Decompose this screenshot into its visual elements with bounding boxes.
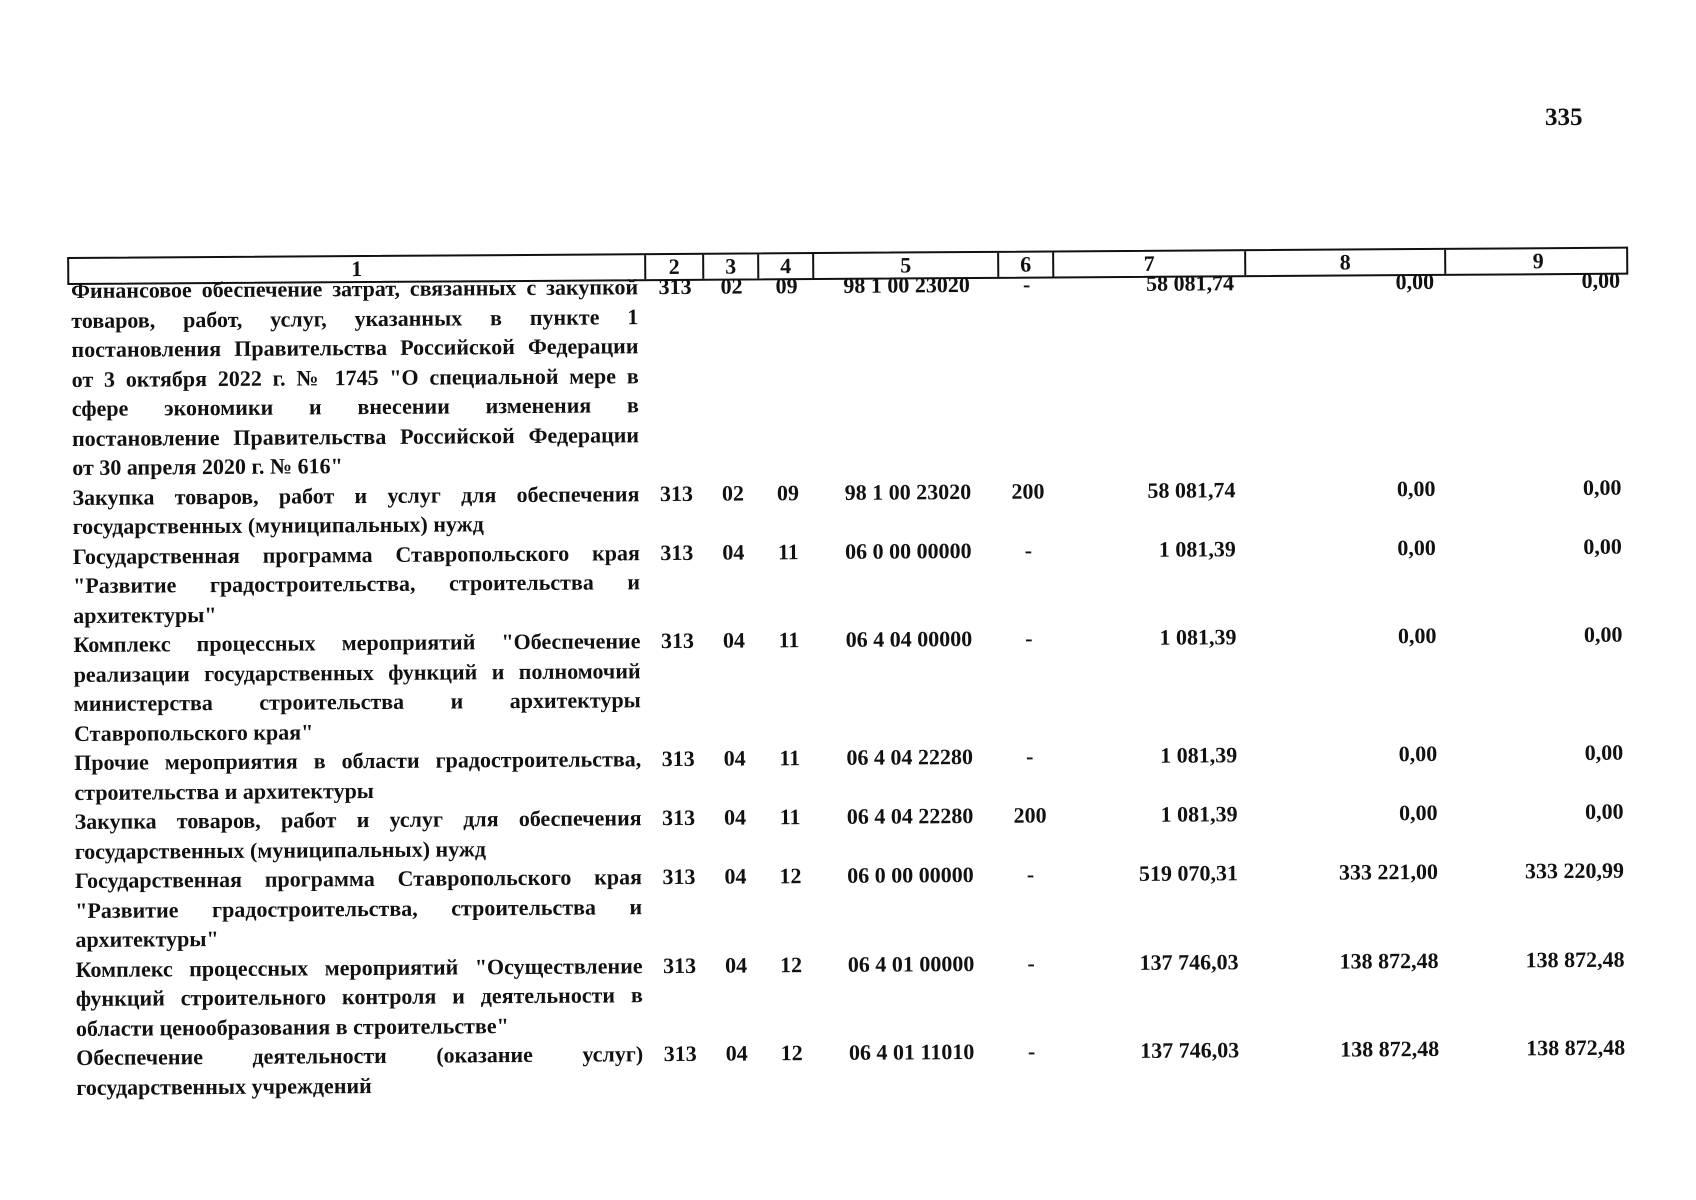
cell-col-3: 04 (722, 627, 746, 653)
cell-col-5: 06 4 04 00000 (845, 626, 973, 652)
cell-col-2: 313 (663, 1040, 697, 1067)
cell-col-8: 138 872,48 (1339, 947, 1439, 974)
row-name: Закупка товаров, работ и услуг для обеспечения государственных (муниципальных) нужд (72, 480, 640, 539)
row-name: Закупка товаров, работ и услуг для обеспечения государственных (муниципальных) нужд (74, 805, 642, 864)
cell-col-8: 0,00 (1396, 475, 1436, 501)
cell-col-3: 04 (725, 1040, 748, 1066)
cell-col-7: 519 070,31 (1138, 860, 1239, 886)
cell-col-6: - (1027, 1038, 1036, 1064)
cell-col-9: 333 220,99 (1524, 857, 1625, 884)
cell-col-4: 09 (775, 273, 798, 299)
table-body (71, 266, 1636, 1102)
cell-col-3: 02 (721, 480, 745, 506)
cell-col-6: 200 (1011, 478, 1045, 504)
cell-col-7: 1 081,39 (1159, 624, 1237, 650)
header-col-6: 6 (997, 252, 1052, 276)
header-col-2: 2 (644, 255, 702, 279)
cell-col-8: 0,00 (1397, 622, 1437, 649)
cell-col-4: 11 (779, 804, 801, 830)
cell-col-7: 58 081,74 (1145, 270, 1235, 296)
cell-col-9: 138 872,48 (1525, 946, 1625, 972)
cell-col-3: 02 (720, 273, 743, 299)
cell-col-4: 11 (777, 538, 799, 564)
cell-col-5: 98 1 00 23020 (843, 272, 970, 298)
header-col-3: 3 (702, 254, 757, 278)
cell-col-6: - (1025, 743, 1034, 769)
cell-col-4: 11 (778, 627, 800, 653)
table-row (75, 944, 1636, 1043)
row-name: Комплекс процессных мероприятий "Обеспечение реализации государственных функций и полномочий министерства строительства и архитектуры Ставропольского края" (73, 628, 641, 746)
table-row (73, 620, 1634, 748)
cell-col-2: 313 (661, 745, 695, 772)
table-row (74, 738, 1634, 807)
cell-col-9: 138 872,48 (1526, 1034, 1626, 1061)
cell-col-6: - (1026, 861, 1035, 887)
cell-col-8: 333 221,00 (1338, 858, 1439, 885)
cell-col-5: 06 4 04 22280 (846, 803, 974, 829)
table-row (76, 1033, 1636, 1102)
header-col-4: 4 (757, 254, 812, 278)
cell-col-5: 06 4 01 00000 (847, 950, 975, 977)
cell-col-7: 1 081,39 (1160, 801, 1238, 827)
cell-col-2: 313 (659, 480, 694, 506)
cell-col-8: 0,00 (1397, 534, 1436, 560)
cell-col-3: 04 (723, 745, 746, 771)
cell-col-4: 12 (779, 863, 802, 889)
row-name: Государственная программа Ставропольского края "Развитие градостроительства, строительства и архитектуры" (72, 539, 641, 628)
cell-col-5: 06 4 01 11010 (848, 1039, 975, 1065)
row-name: Комплекс процессных мероприятий "Осуществление функций строительного контроля и деятельности в области ценообразования в строительстве" (75, 952, 643, 1041)
header-col-8: 8 (1244, 250, 1444, 275)
cell-col-7: 58 081,74 (1147, 476, 1236, 503)
cell-col-9: 0,00 (1584, 739, 1624, 765)
cell-col-5: 06 0 00 00000 (847, 862, 974, 888)
cell-col-9: 0,00 (1583, 621, 1623, 647)
cell-col-8: 0,00 (1395, 268, 1435, 295)
row-name: Государственная программа Ставропольского края "Развитие градостроительства, строительства и архитектуры" (74, 864, 643, 952)
cell-col-4: 11 (779, 745, 801, 771)
cell-col-5: 06 0 00 00000 (845, 537, 972, 564)
cell-col-2: 313 (662, 804, 696, 831)
cell-col-3: 04 (724, 863, 747, 889)
cell-col-2: 313 (660, 539, 694, 565)
table-row (73, 531, 1634, 630)
cell-col-8: 0,00 (1398, 740, 1438, 767)
cell-col-2: 313 (662, 863, 696, 890)
header-col-9: 9 (1444, 249, 1630, 274)
page-number: 335 (1545, 104, 1583, 131)
cell-col-7: 137 746,03 (1140, 1037, 1240, 1063)
cell-col-3: 04 (722, 539, 745, 565)
cell-col-4: 12 (779, 951, 803, 977)
table-row (75, 797, 1635, 866)
cell-col-4: 12 (780, 1040, 803, 1066)
table-row (75, 856, 1636, 955)
cell-col-9: 0,00 (1582, 474, 1622, 500)
cell-col-2: 313 (663, 952, 697, 978)
cell-col-9: 0,00 (1583, 533, 1622, 559)
cell-col-5: 06 4 04 22280 (846, 744, 974, 770)
cell-col-7: 1 081,39 (1158, 535, 1236, 562)
cell-col-5: 98 1 00 23020 (844, 478, 972, 505)
table-row (71, 266, 1632, 483)
cell-col-6: - (1022, 271, 1031, 297)
cell-col-7: 137 746,03 (1139, 948, 1239, 975)
cell-col-6: 200 (1013, 802, 1047, 828)
row-name: Обеспечение деятельности (оказание услуг) государственных учреждений (76, 1041, 644, 1100)
table-row (72, 472, 1632, 541)
cell-col-2: 313 (658, 273, 692, 300)
header-col-5: 5 (812, 253, 997, 278)
cell-col-3: 04 (724, 952, 748, 978)
cell-col-9: 0,00 (1585, 798, 1624, 824)
cell-col-6: - (1025, 625, 1033, 651)
row-name: Прочие мероприятия в области градостроительства, строительства и архитектуры (74, 746, 642, 805)
cell-col-9: 0,00 (1581, 267, 1621, 293)
cell-col-6: - (1027, 950, 1035, 976)
cell-col-8: 138 872,48 (1340, 1035, 1440, 1062)
cell-col-7: 1 081,39 (1160, 742, 1238, 768)
cell-col-3: 04 (724, 804, 747, 830)
cell-col-2: 313 (660, 627, 695, 654)
header-col-1: 1 (351, 256, 363, 282)
cell-col-6: - (1024, 537, 1033, 563)
row-name: Финансовое обеспечение затрат, связанных с закупкой товаров, работ, услуг, указанных в пункте 1 постановления Правительства Российской Федерации от 3 октября 2022 г. № 1745 "О специальной мере в сфере экономики и внесении изменения в постановление Правительства Российской Федерации от 30 апреля 2020 г. № 616" (71, 274, 640, 480)
cell-col-8: 0,00 (1399, 799, 1438, 826)
cell-col-4: 09 (776, 479, 800, 505)
header-col-7: 7 (1052, 251, 1244, 276)
